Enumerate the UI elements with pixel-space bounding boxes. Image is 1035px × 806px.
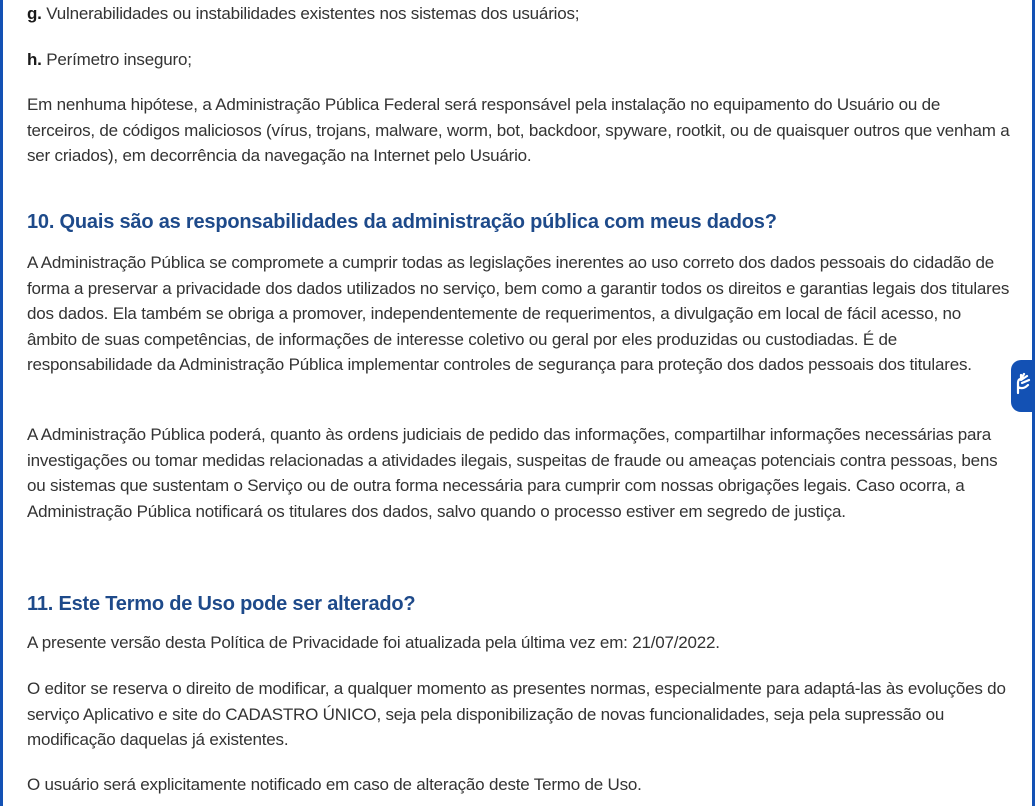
section-10-heading: 10. Quais são as responsabilidades da administração pública com meus dados? bbox=[27, 211, 777, 233]
section-10-paragraph-2: A Administração Pública poderá, quanto às ordens judiciais de pedido das informações, compartilhar informações necessárias para investigações ou tomar medidas relacionadas a atividades ilegais, suspeitas de fraude ou ameaças potenciais contra pessoas, bens ou sistemas que sustentam o Serviço ou de outra forma necessária para cumprir com nossas obrigações legais. Caso ocorra, a Administração Pública notificará os titulares dos dados, salvo quando o processo estiver em segredo de justiça. bbox=[27, 425, 998, 521]
section-10-paragraph-1: A Administração Pública se compromete a cumprir todas as legislações inerentes ao uso correto dos dados pessoais do cidadão de forma a preservar a privacidade dos dados utilizados no serviço, bem como a garantir todos os direitos e garantias legais dos titulares dos dados. Ela também se obriga a promover, independentemente de requerimentos, a divulgação em local de fácil acesso, no âmbito de suas competências, de informações de interesse coletivo ou geral por eles produzidas ou custodiadas. É de responsabilidade da Administração Pública implementar controles de segurança para proteção dos dados pessoais dos titulares. bbox=[27, 253, 1010, 374]
list-item-h bbox=[27, 47, 1012, 73]
section-11-paragraph-2: O editor se reserva o direito de modificar, a qualquer momento as presentes normas, especialmente para adaptá-las às evoluções do serviço Aplicativo e site do CADASTRO ÚNICO, seja pela disponibilização de novas funcionalidades, seja pela supressão ou modificação daquelas já existentes. bbox=[27, 679, 1006, 749]
list-item-text: Perímetro inseguro; bbox=[41, 50, 192, 69]
section-11-paragraph-1: A presente versão desta Política de Privacidade foi atualizada pela última vez em: 21/07/2022. bbox=[27, 633, 720, 652]
section-11-paragraph-3: O usuário será explicitamente notificado em caso de alteração deste Termo de Uso. bbox=[27, 775, 642, 794]
sign-language-hand-icon bbox=[1014, 371, 1032, 402]
disclaimer-paragraph: Em nenhuma hipótese, a Administração Pública Federal será responsável pela instalação no equipamento do Usuário ou de terceiros, de códigos maliciosos (vírus, trojans, malware, worm, bot, backdoor, spyware, rootkit, ou de quaisquer outros que venham a ser criados), em decorrência da navegação na Internet pelo Usuário. bbox=[27, 95, 1010, 165]
list-item-g bbox=[27, 1, 1012, 27]
list-item-letter: h. bbox=[27, 50, 42, 69]
list-item-letter: g. bbox=[27, 4, 42, 23]
vlibras-accessibility-button[interactable] bbox=[1011, 360, 1035, 412]
list-item-text: Vulnerabilidades ou instabilidades existentes nos sistemas dos usuários; bbox=[41, 4, 580, 23]
section-11-heading: 11. Este Termo de Uso pode ser alterado? bbox=[27, 593, 416, 615]
